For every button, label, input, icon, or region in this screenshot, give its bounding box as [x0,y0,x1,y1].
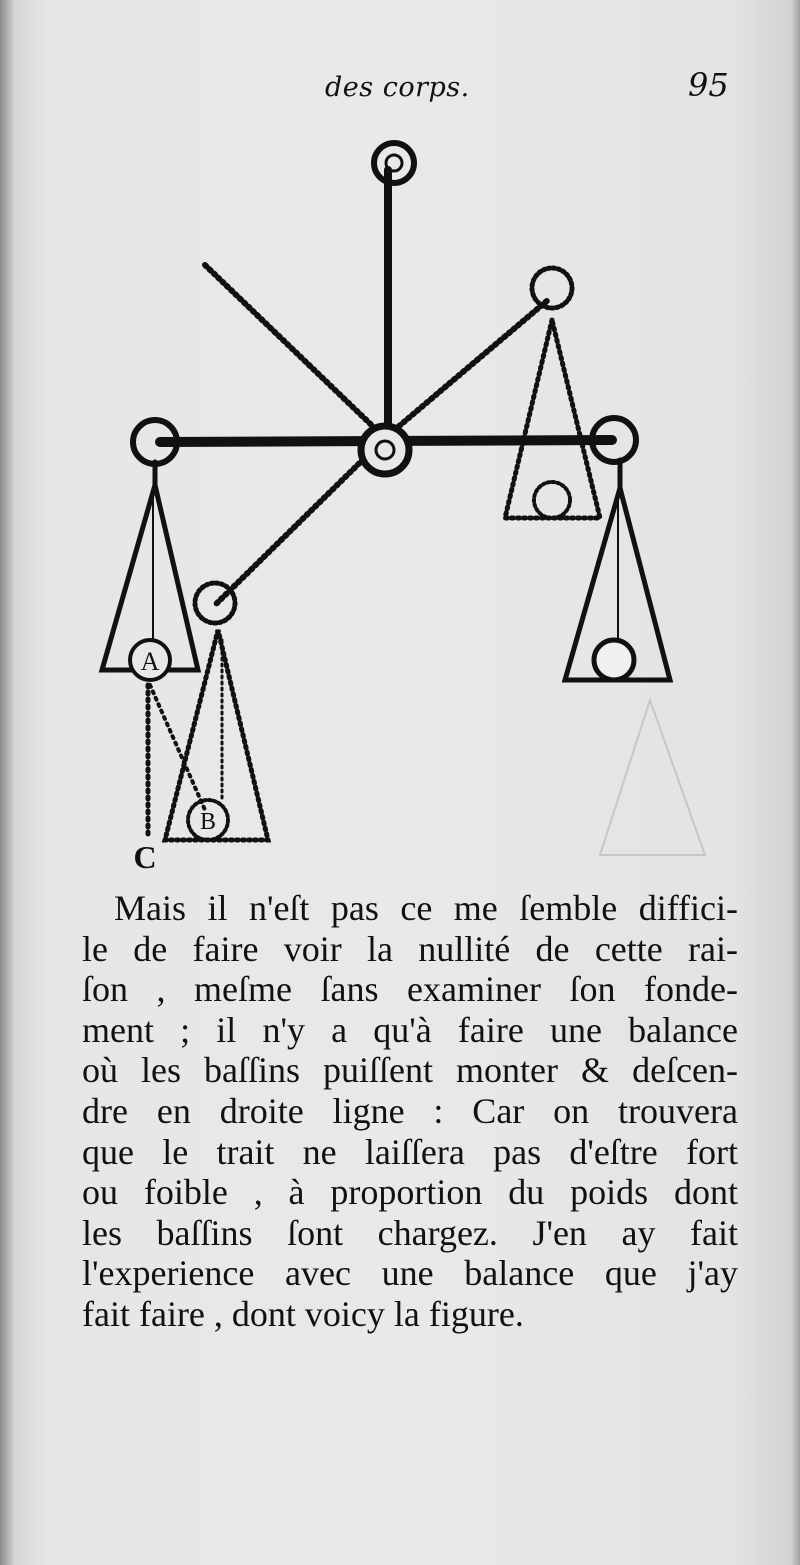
suspension-ring [374,143,414,183]
body-paragraph [82,888,738,1335]
label-b: B [199,809,217,835]
text-line: où les baſſins puiſſent monter & deſcen- [82,1050,738,1091]
text-line: le de faire voir la nullité de cette rai- [82,928,738,969]
text-line: ou foible , à proportion du poids dont [82,1172,738,1213]
text-line: les baſſins ſont chargez. J'en ay fait [82,1212,738,1253]
pivot [361,426,409,474]
text-line: l'experience avec une balance que j'ay [82,1253,738,1294]
right-weight [594,640,634,680]
tilted-beam-dotted-lower [215,438,385,605]
balance-illustration [0,120,800,890]
suspension-ring-inner [386,155,402,171]
dotted-right-pan [505,320,600,518]
text-line: ſon , meſme ſans examiner ſon fonde- [82,969,738,1010]
ghost-pan [600,700,705,855]
balance-figure [0,120,800,890]
text-line: ment ; il n'y a qu'à faire une balance [82,1009,738,1050]
running-head: des corps. [325,72,470,103]
tilted-beam-dotted-upper [205,265,385,438]
label-c: C [133,839,157,875]
dotted-right-weight [534,482,570,518]
text-line: dre en droite ligne : Car on trouvera [82,1090,738,1131]
label-a: A [140,647,160,676]
tilted-beam-dotted-right [385,300,548,438]
text-line: que le trait ne laiſſera pas d'eſtre fort [82,1131,738,1172]
page-header [0,62,800,112]
dotted-right-ring [532,268,572,308]
dotted-left-pan [165,630,268,840]
page-number: 95 [688,66,729,104]
text-line: Mais il n'eſt pas ce me ſemble diffici- [114,888,738,928]
text-line: fait faire , dont voicy la figure. [82,1293,524,1334]
